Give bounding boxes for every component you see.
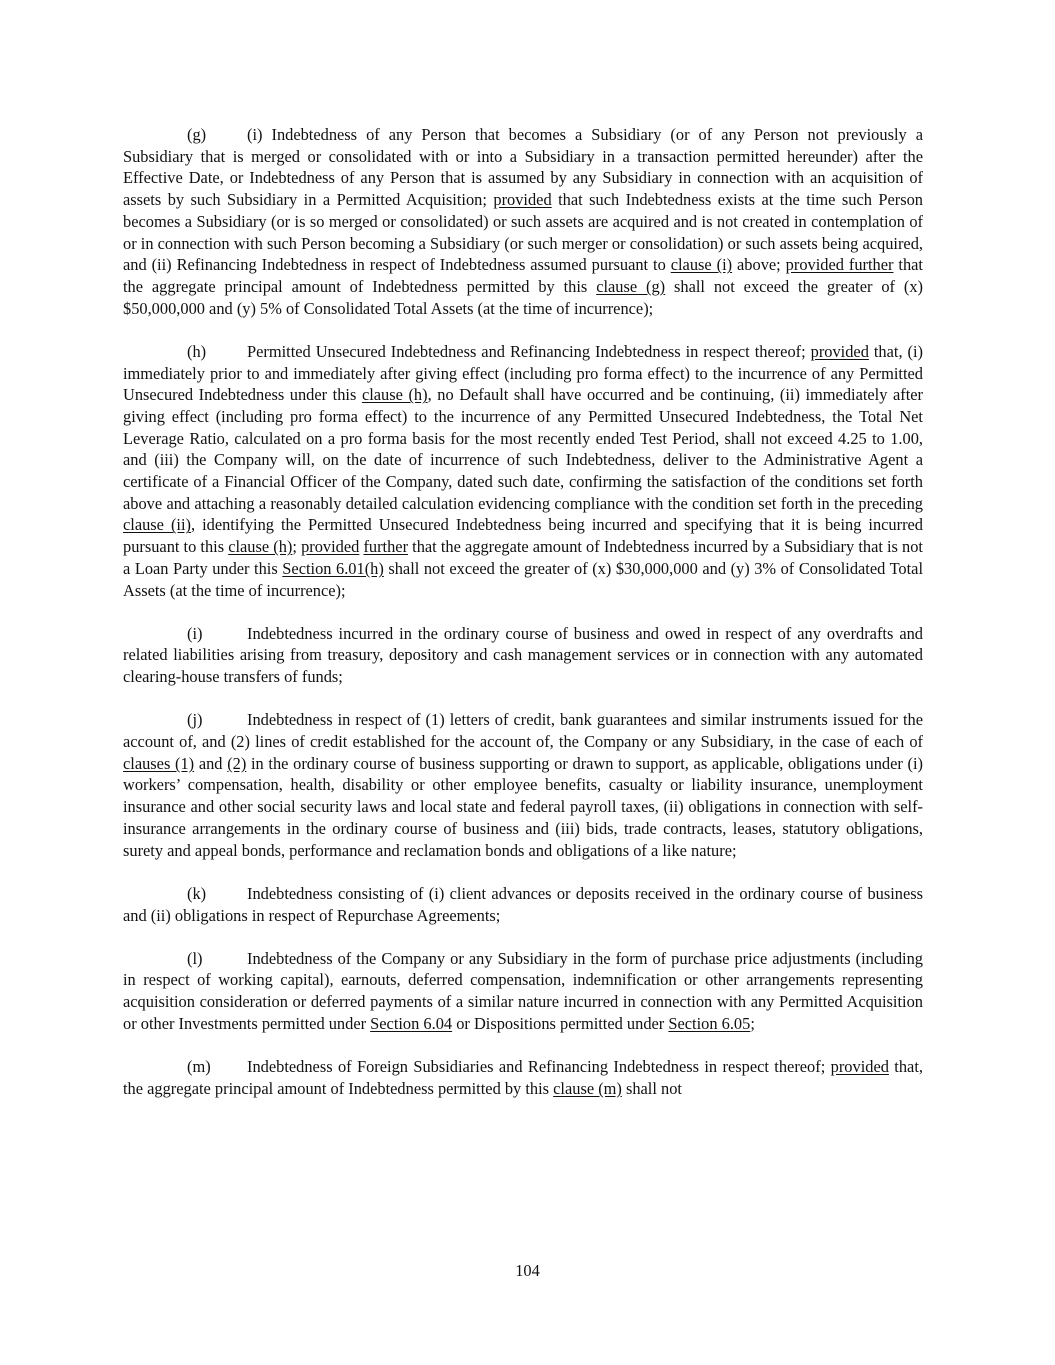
underlined-reference: clause (h) [361,385,428,405]
clause-k [123,883,923,926]
clause-m [123,1056,923,1099]
text-run: Indebtedness of Foreign Subsidiaries and Refinancing Indebtedness in respect thereof; [247,1057,831,1077]
text-run: Indebtedness incurred in the ordinary course of business and owed in respect of any overdrafts and related liabilities arising from treasury, depository and cash management services or in connection with any automated clearing-house transfers of funds; [123,623,923,687]
text-run: ; [750,1013,755,1033]
underlined-reference: provided [830,1057,889,1077]
clause-label: (k) [187,883,207,903]
text-run: shall not exceed the greater of (x) $30,000,000 and (y) 3% of Consolidated Total Assets (at the time of incurrence); [123,558,924,600]
clause-text [123,342,923,600]
clause-label: (l) [187,948,203,968]
underlined-reference: (2) [227,753,247,773]
text-run: in the ordinary course of business supporting or drawn to support, as applicable, obligations under (i) workers’ compensation, health, disability or other employee benefits, casualty or liability insurance, unemployment insurance and other social security laws and local state and federal payroll taxes, (ii) obligations in connection with self-insurance arrangements in the ordinary course of business and (iii) bids, trade contracts, leases, statutory obligations, surety and appeal bonds, performance and reclamation bonds and obligations of a like nature; [123,753,924,860]
text-run: that the aggregate principal amount of Indebtedness permitted by this [123,255,923,296]
text-run: above; [732,255,786,275]
text-run: that, the aggregate principal amount of Indebtedness permitted by this [123,1057,923,1098]
underlined-reference: further [363,537,409,557]
text-run: ; [292,537,302,557]
clause-i [123,623,923,688]
clause-g [123,124,923,319]
clause-text [123,125,923,318]
page-number: 104 [515,1261,540,1280]
clause-label: (j) [187,710,203,730]
text-run: , no Default shall have occurred and be continuing, (ii) immediately after giving effect (including pro forma effect) to the incurrence of any Permitted Unsecured Indebtedness, the Total Net Leverage Ratio, calculated on a pro forma basis for the most recently ended Test Period, shall not exceed 4.25 to 1.00, and (iii) the Company will, on the date of incurrence of such Indebtedness, deliver to the Administrative Agent a certificate of a Financial Officer of the Company, dated such date, confirming the satisfaction of the conditions set forth above and attaching a reasonably detailed calculation evidencing compliance with the condition set forth in the preceding [123,385,924,513]
text-run: or Dispositions permitted under [452,1013,669,1033]
underlined-reference: Section 6.05 [668,1013,751,1033]
underlined-reference: provided [301,537,360,557]
text-run: that the aggregate amount of Indebtedness incurred by a Subsidiary that is not a Loan Party under this [123,537,923,578]
clause-label: (h) [187,341,207,361]
underlined-reference: clause (g) [596,276,666,296]
underlined-reference: Section 6.01(h) [282,558,384,578]
clause-j [123,709,923,861]
text-run: that such Indebtedness exists at the time such Person becomes a Subsidiary (or is so merged or consolidated) or such assets are acquired and is not created in contemplation of or in connection with such Person becoming a Subsidiary (or such merger or consolidation) or such assets being acquired, and (ii) Refinancing Indebtedness in respect of Indebtedness assumed pursuant to [123,190,923,275]
clause-label: (m) [187,1057,211,1077]
underlined-reference: provided further [785,255,894,275]
underlined-reference: clause (m) [553,1078,622,1098]
underlined-reference: provided [810,341,869,361]
text-run: Indebtedness of the Company or any Subsidiary in the form of purchase price adjustments (including in respect of working capital), earnouts, deferred compensation, indemnification or other arrangements representing acquisition consideration or deferred payments of a similar nature incurred in connection with any Permitted Acquisition or other Investments permitted under [123,948,923,1033]
text-run: and [194,753,228,773]
text-run: , identifying the Permitted Unsecured Indebtedness being incurred and specifying that it is being incurred pursuant to this [123,515,923,557]
underlined-reference: clause (i) [670,255,733,275]
clause-label: (i) [187,623,203,643]
text-run: shall not exceed the greater of (x) $50,000,000 and (y) 5% of Consolidated Total Assets (at the time of incurrence); [123,276,923,318]
underlined-reference: clause (h) [228,537,293,557]
text-run: Permitted Unsecured Indebtedness and Refinancing Indebtedness in respect thereof; [247,341,811,361]
clause-h [123,341,923,601]
underlined-reference: Section 6.04 [370,1013,453,1033]
text-run: (i) Indebtedness of any Person that becomes a Subsidiary (or of any Person not previously a Subsidiary that is merged or consolidated with or into a Subsidiary in a transaction permitted hereunder) after the Effective Date, or Indebtedness of any Person that is assumed by any Subsidiary in connection with an acquisition of assets by such Subsidiary in a Permitted Acquisition; [123,125,923,210]
clause-l [123,948,923,1035]
underlined-reference: clauses (1) [123,753,195,773]
underlined-reference: clause (ii) [123,515,191,535]
text-run: shall not [621,1078,682,1098]
text-run: Indebtedness consisting of (i) client advances or deposits received in the ordinary course of business and (ii) obligations in respect of Repurchase Agreements; [123,883,923,925]
clause-label: (g) [187,125,207,144]
document-body [123,124,923,1099]
text-run: that, (i) immediately prior to and immediately after giving effect (including pro forma effect) to the incurrence of any Permitted Unsecured Indebtedness under this [123,341,924,405]
underlined-reference: provided [493,190,552,210]
clause-text [123,710,923,859]
text-run: Indebtedness in respect of (1) letters of credit, bank guarantees and similar instruments issued for the account of, and (2) lines of credit established for the account of, the Company or any Subsidiary, in the case of each of [123,710,923,752]
